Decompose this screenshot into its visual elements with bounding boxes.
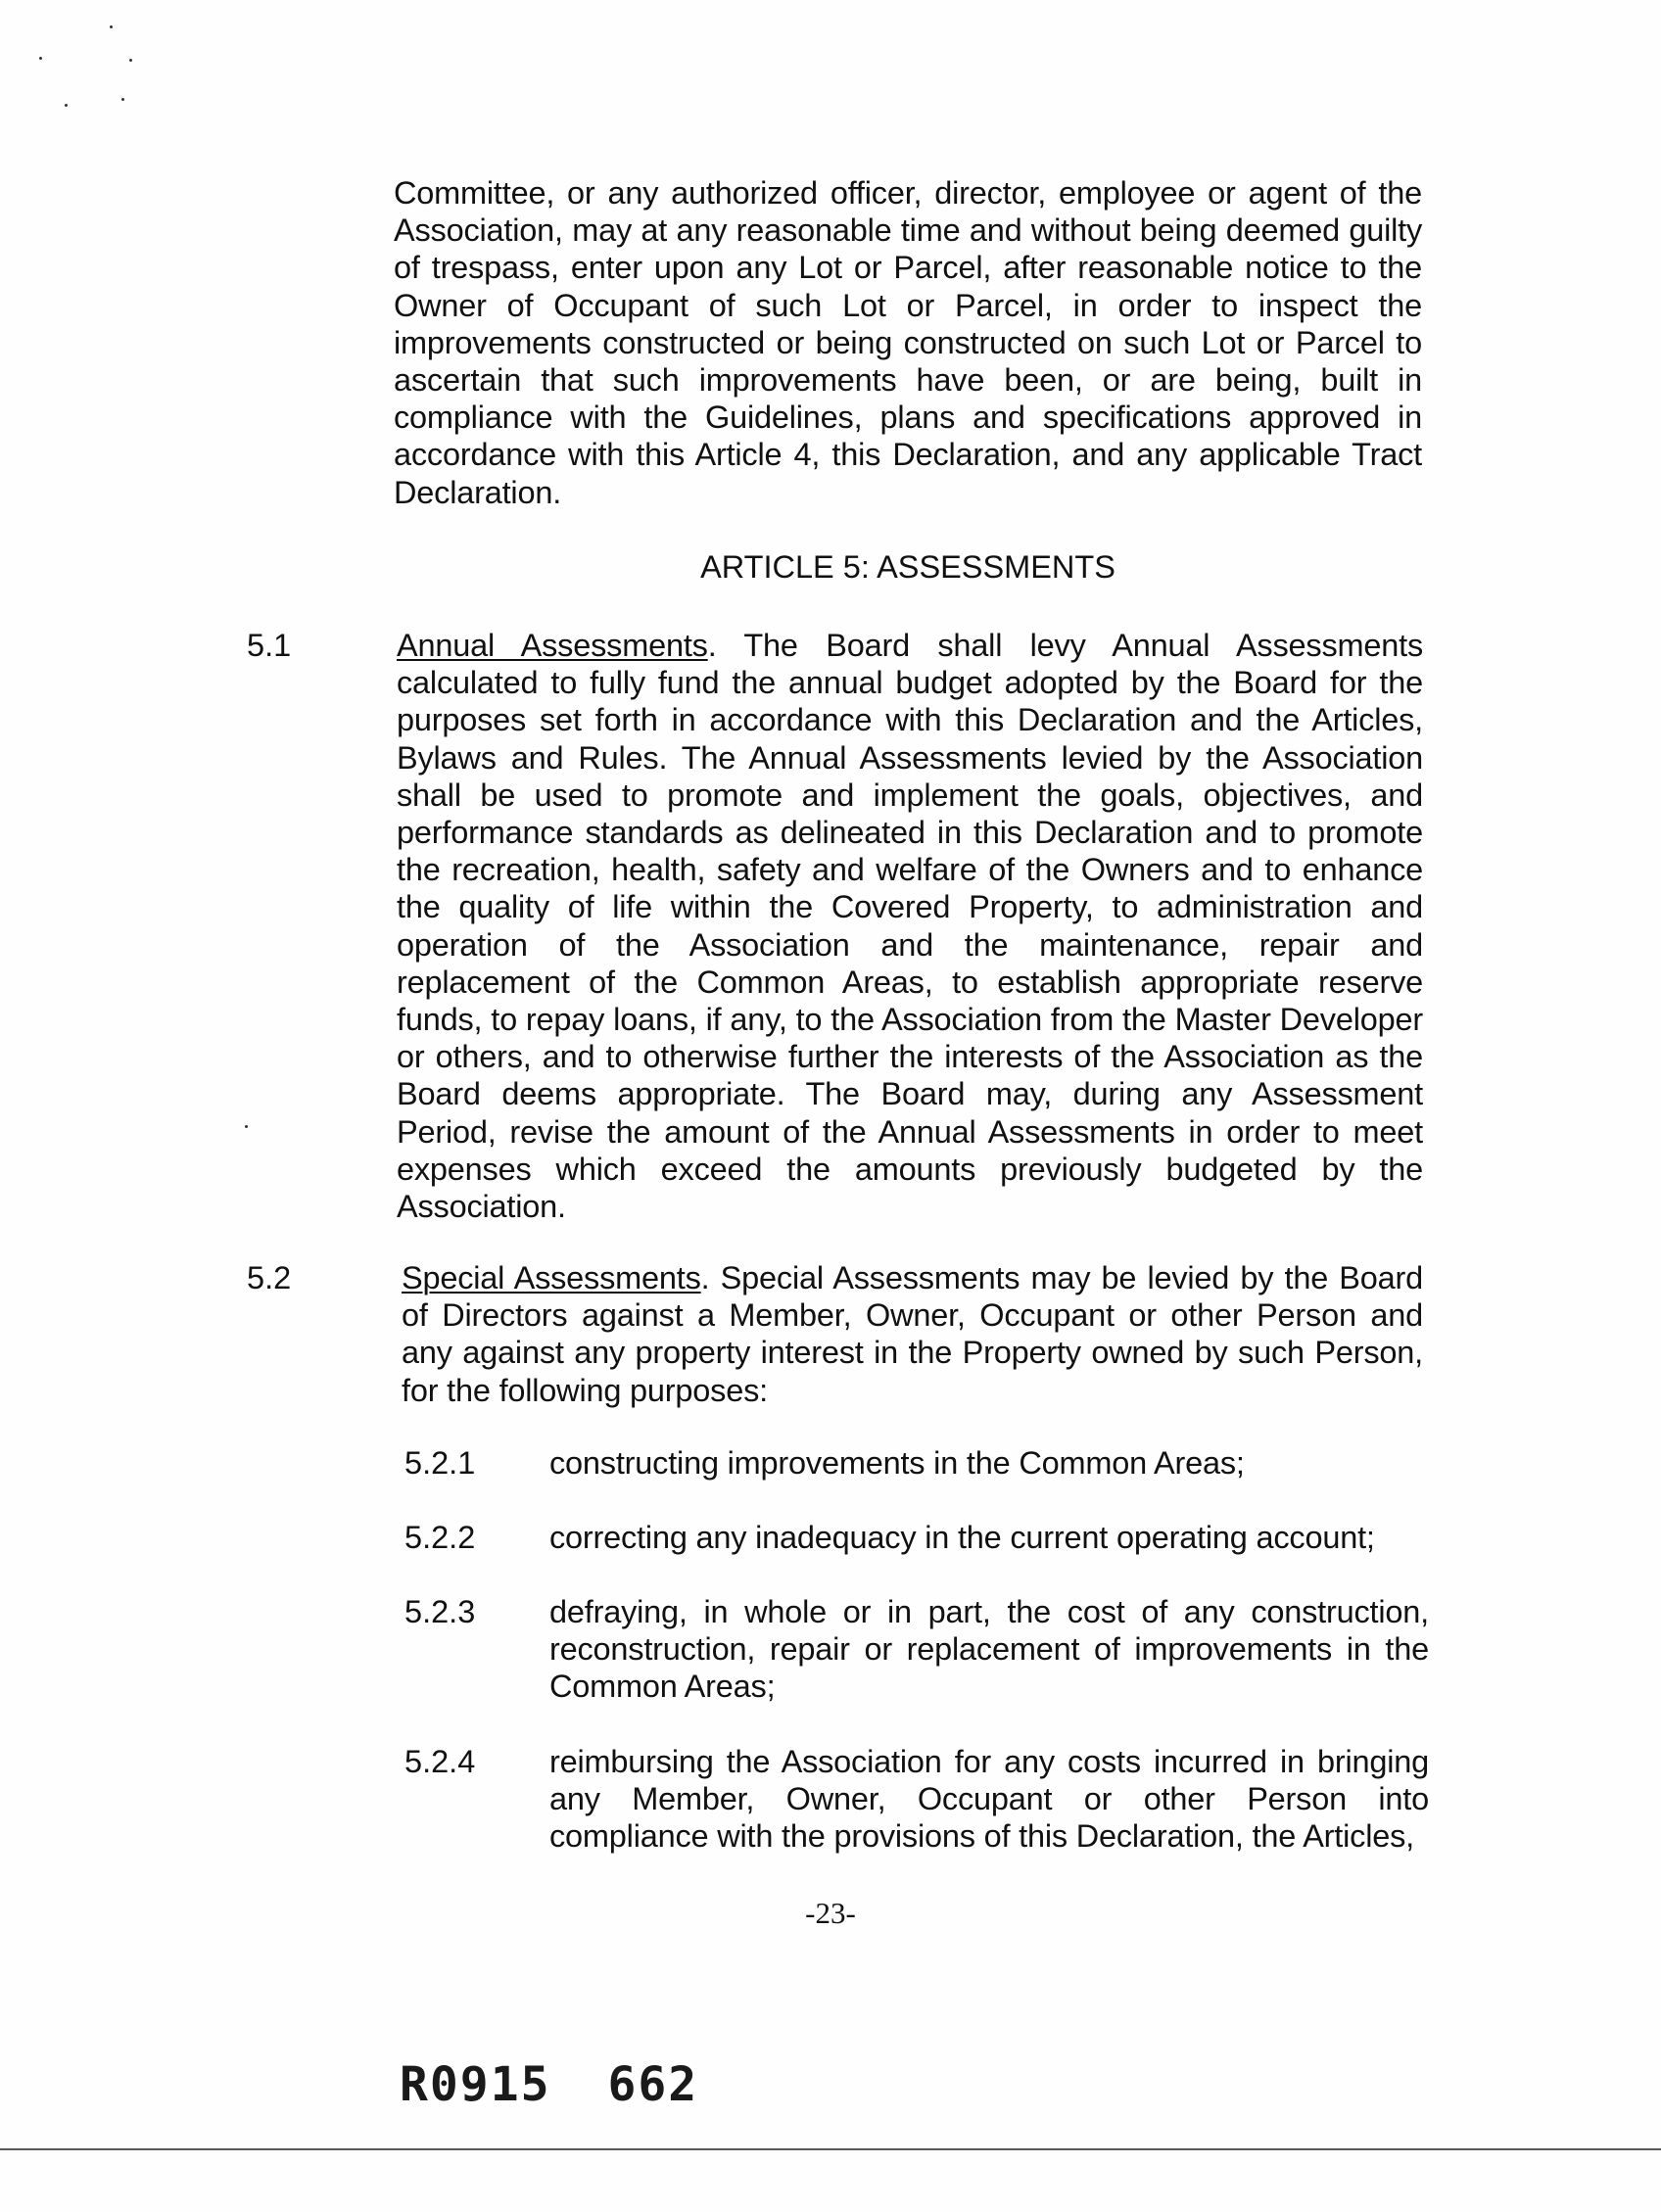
scan-speck — [65, 104, 68, 107]
article-title: ARTICLE 5: ASSESSMENTS — [700, 549, 1115, 585]
scan-speck — [110, 25, 113, 28]
section-5-2-text: . Special Assessments may be levied by the Board of Directors against a Member, Owner, Occupant or other Person and any against any property interest in the Property owned by such Person, for the following purposes: — [402, 1260, 1423, 1408]
section-number-5-1: 5.1 — [247, 628, 292, 663]
section-heading-special-assessments: Special Assessments — [402, 1260, 701, 1295]
section-5-1-paragraph — [397, 627, 1423, 1225]
section-number-5-2: 5.2 — [247, 1260, 292, 1295]
subitem-text: defraying, in whole or in part, the cost of any construction, reconstruction, repair or replacement of improvements in the Common Areas; — [549, 1594, 1429, 1705]
page-number: -23- — [805, 1896, 856, 1930]
section-heading-annual-assessments: Annual Assessments — [397, 628, 708, 663]
scan-speck — [129, 59, 132, 62]
subitem-number: 5.2.4 — [404, 1744, 476, 1779]
section-5-2-paragraph — [402, 1259, 1423, 1409]
intro-paragraph: Committee, or any authorized officer, director, employee or agent of the Association, may at any reasonable time and without being deemed guilty of trespass, enter upon any Lot or Parcel, after reasonable notice to the Owner of Occupant of such Lot or Parcel, in order to inspect the improvements constructed or being constructed on such Lot or Parcel to ascertain that such improvements have been, or are being, built in compliance with the Guidelines, plans and specifications approved in accordance with this Article 4, this Declaration, and any applicable Tract Declaration. — [394, 175, 1422, 510]
section-5-1-text: . The Board shall levy Annual Assessments calculated to fully fund the annual budget adopted by the Board for the purposes set forth in accordance with this Declaration and the Articles, Bylaws and Rules. The Annual Assessments levied by the Association shall be used to promote and implement the goals, objectives, and performance standards as delineated in this Declaration and to promote the recreation, health, safety and welfare of the Owners and to enhance the quality of life within the Covered Property, to administration and operation of the Association and the maintenance, repair and replacement of the Common Areas, to establish appropriate reserve funds, to repay loans, if any, to the Association from the Master Developer or others, and to otherwise further the interests of the Association as the Board deems appropriate. The Board may, during any Assessment Period, revise the amount of the Annual Assessments in order to meet expenses which exceed the amounts previously budgeted by the Association. — [397, 628, 1423, 1225]
subitem-number: 5.2.1 — [404, 1445, 476, 1481]
subitem-text: reimbursing the Association for any costs incurred in bringing any Member, Owner, Occupant or other Person into compliance with the provisions of this Declaration, the Articles, — [549, 1744, 1429, 1855]
subitem-text: constructing improvements in the Common Areas; — [549, 1445, 1245, 1481]
recording-stamp — [400, 2058, 698, 2111]
subitem-text: correcting any inadequacy in the current operating account; — [549, 1520, 1375, 1555]
subitem-number: 5.2.2 — [404, 1520, 476, 1555]
scan-speck — [245, 1125, 248, 1128]
scan-speck — [121, 98, 124, 101]
stamp-page-number: 662 — [607, 2057, 699, 2112]
subitem-number: 5.2.3 — [404, 1594, 476, 1629]
stamp-book-number: R0915 — [400, 2057, 551, 2112]
scan-speck — [39, 57, 42, 60]
bottom-rule — [0, 2148, 1661, 2150]
